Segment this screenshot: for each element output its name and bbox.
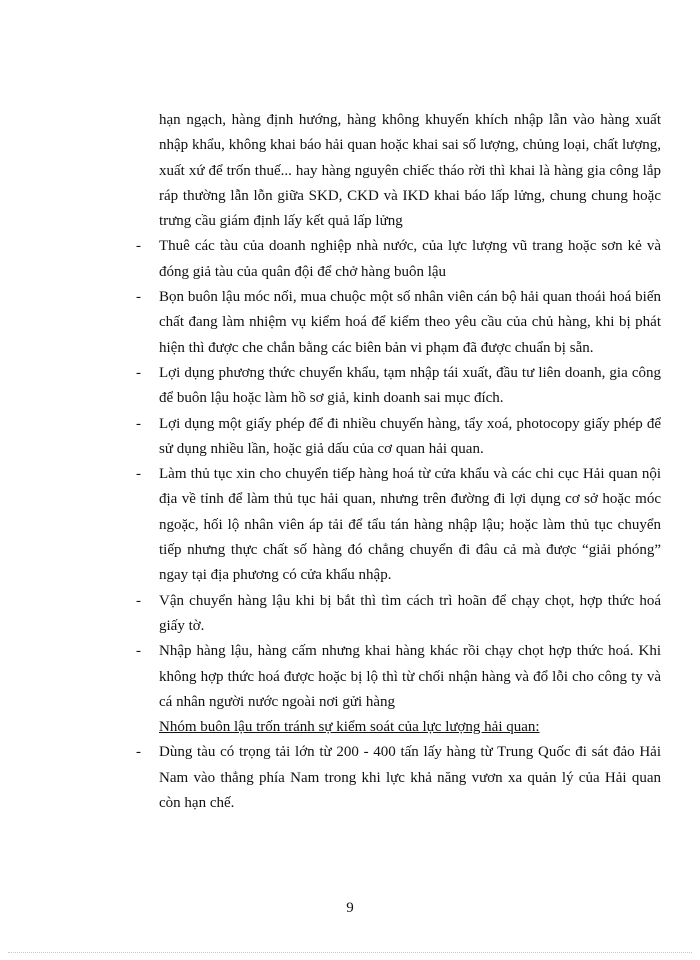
list-item xyxy=(136,361,661,412)
intro-paragraph: hạn ngạch, hàng định hướng, hàng không khuyến khích nhập lẫn vào hàng xuất nhập khẩu, không khai báo hải quan hoặc khai sai số lượng, chủng loại, chất lượng, xuất xứ để trốn thuế... hay hàng nguyên chiếc tháo rời thì khai là hàng gia công lắp ráp thường lẫn lỗn giữa SKD, CKD và IKD khai báo lấp lửng, chung chung hoặc trưng cầu giám định lấy kết quả lấp lửng xyxy=(159,112,661,230)
list-item-text: Nhập hàng lậu, hàng cấm nhưng khai hàng khác rồi chạy chọt hợp thức hoá. Khi không hợp thức hoá được hoặc bị lộ thì từ chối nhận hàng và đổ lỗi cho công ty và cá nhân người nước ngoài nơi gửi hàng xyxy=(159,643,661,710)
document-body xyxy=(136,108,661,816)
bullet-list xyxy=(136,234,661,715)
list-item-text: Bọn buôn lậu móc nối, mua chuộc một số nhân viên cán bộ hải quan thoái hoá biến chất đang làm nhiệm vụ kiểm hoá để kiểm theo yêu cầu của chủ hàng, khi bị phát hiện thì được che chắn bằng các biên bản vi phạm đã được chuẩn bị sẵn. xyxy=(159,289,661,356)
list-item-text: Thuê các tàu của doanh nghiệp nhà nước, của lực lượng vũ trang hoặc sơn kẻ và đóng giả tàu của quân đội để chở hàng buôn lậu xyxy=(159,238,661,280)
list-item-text: Dùng tàu có trọng tải lớn từ 200 - 400 tấn lấy hàng từ Trung Quốc đi sát đảo Hải Nam vào thẳng phía Nam trong khi lực khả năng vươn xa quản lý của Hải quan còn hạn chế. xyxy=(159,744,661,812)
list-item xyxy=(136,462,661,588)
section-bullet-list xyxy=(136,740,661,816)
list-item-text: Vận chuyển hàng lậu khi bị bắt thì tìm cách trì hoãn để chạy chọt, hợp thức hoá giấy tờ. xyxy=(159,592,661,634)
list-item xyxy=(136,740,661,816)
bullet-dash: - xyxy=(136,364,141,381)
bullet-dash: - xyxy=(136,592,141,609)
bullet-dash: - xyxy=(136,466,141,483)
page-bottom-divider xyxy=(8,952,692,953)
list-item-text: Lợi dụng phương thức chuyển khẩu, tạm nhập tái xuất, đầu tư liên doanh, gia công để buôn lậu hoặc làm hồ sơ giả, kinh doanh sai mục đích. xyxy=(159,364,661,407)
page-number: 9 xyxy=(346,900,354,916)
list-item-text: Làm thủ tục xin cho chuyển tiếp hàng hoá từ cửa khẩu và các chi cục Hải quan nội địa về tỉnh để làm thủ tục hải quan, nhưng trên đường đi lợi dụng cơ sở hoặc móc ngoặc, hối lộ nhân viên áp tải để tẩu tán hàng nhập lậu; hoặc làm thủ tục chuyển tiếp nhưng thực chất số hàng đó chẳng chuyển đi đâu cả mà được “giải phóng” ngay tại địa phương có cửa khẩu nhập. xyxy=(159,466,661,584)
bullet-dash: - xyxy=(136,643,141,660)
list-item xyxy=(136,412,661,463)
list-item-text: Lợi dụng một giấy phép để đi nhiều chuyến hàng, tẩy xoá, photocopy giấy phép để sử dụng nhiều lần, hoặc giả dấu của cơ quan hải quan. xyxy=(159,415,661,457)
list-item xyxy=(136,589,661,640)
list-item xyxy=(136,234,661,285)
bullet-dash: - xyxy=(136,238,141,255)
bullet-dash: - xyxy=(136,744,141,761)
bullet-dash: - xyxy=(136,415,141,432)
bullet-dash: - xyxy=(136,289,141,306)
list-item xyxy=(136,285,661,361)
list-item xyxy=(136,639,661,715)
section-heading: Nhóm buôn lậu trốn tránh sự kiểm soát của lực lượng hải quan: xyxy=(159,719,540,736)
